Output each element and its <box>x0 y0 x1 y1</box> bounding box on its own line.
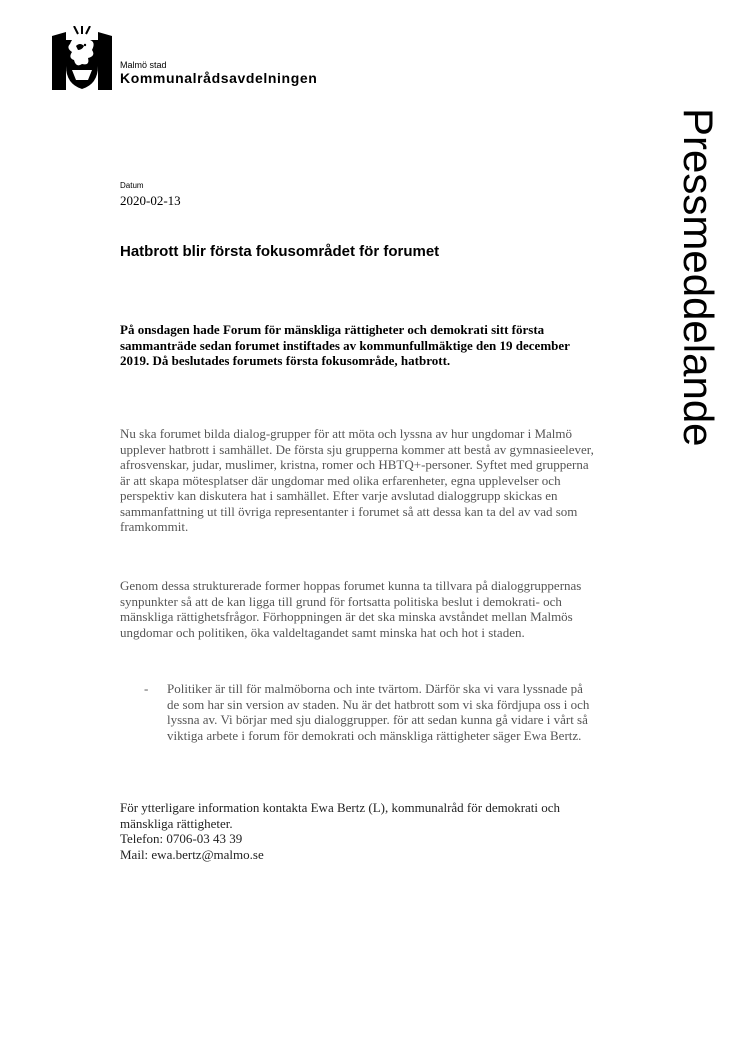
svg-text:Pressmeddelande <box>675 108 722 447</box>
bullet-marker: - <box>144 681 149 696</box>
vertical-label-press: Press <box>675 108 722 216</box>
organization-name: Malmö stad <box>120 60 167 70</box>
date-value: 2020-02-13 <box>120 193 181 208</box>
headline: Hatbrott blir första fokusområdet för forumet <box>120 243 440 260</box>
malmo-coat-of-arms-logo <box>52 26 112 90</box>
lead-paragraph: På onsdagen hade Forum för mänskliga rättigheter och demokrati sitt första sammanträde sedan forumet instiftades av kommunfullmäktige den 19 december 2019. Då beslutades forumets första fokusområde, hatbrott. <box>120 322 570 368</box>
vertical-label-meddelande: meddelande <box>675 215 722 447</box>
date-label: Datum <box>120 181 144 190</box>
quote-text: Politiker är till för malmöborna och inte tvärtom. Därför ska vi vara lyssnade på de som har sin version av staden. Nu är det hatbrott som vi ska fördjupa oss i och lyssna av. Vi börjar med sju dialoggrupper. för att sedan kunna gå vidare i vårt så viktiga arbete i forum för demokrati och mänskliga rättigheter säger Ewa Bertz. <box>167 681 590 743</box>
body-paragraph: Nu ska forumet bilda dialog-grupper för att möta och lyssna av hur ungdomar i Malmö upplever hatbrott i samhället. De första sju grupperna kommer att bestå av gymnasieelever, afrosvenskar, judar, muslimer, kristna, romer och HBTQ+-personer. Syftet med grupperna är att skapa mötesplatser där ungdomar med olika erfarenheter, egna upplevelser och perspektiv kan diskutera hat i samhället. Efter varje avslutad dialoggrupp skickas en sammanfattning ut till övriga representanter i forumet så att dessa kan ta del av vad som framkommit. <box>120 426 594 534</box>
contact-info <box>120 800 600 862</box>
pressmeddelande-vertical-label <box>622 108 722 568</box>
department-name: Kommunalrådsavdelningen <box>120 70 318 86</box>
contact-phone: Telefon: 0706-03 43 39 <box>120 831 243 846</box>
contact-line: För ytterligare information kontakta Ewa Bertz (L), kommunalråd för demokrati och mänskliga rättigheter. <box>120 800 561 831</box>
body-paragraph: Genom dessa strukturerade former hoppas forumet kunna ta tillvara på dialoggruppernas synpunkter så att de kan ligga till grund för fortsatta politiska beslut i demokrati- och mänskliga rättighetsfrågor. Förhoppningen är det ska minska avståndet mellan Malmös ungdomar och politiken, öka valdeltagandet samt minska hat och hot i staden. <box>120 578 582 640</box>
contact-mail[interactable]: Mail: ewa.bertz@malmo.se <box>120 846 264 862</box>
